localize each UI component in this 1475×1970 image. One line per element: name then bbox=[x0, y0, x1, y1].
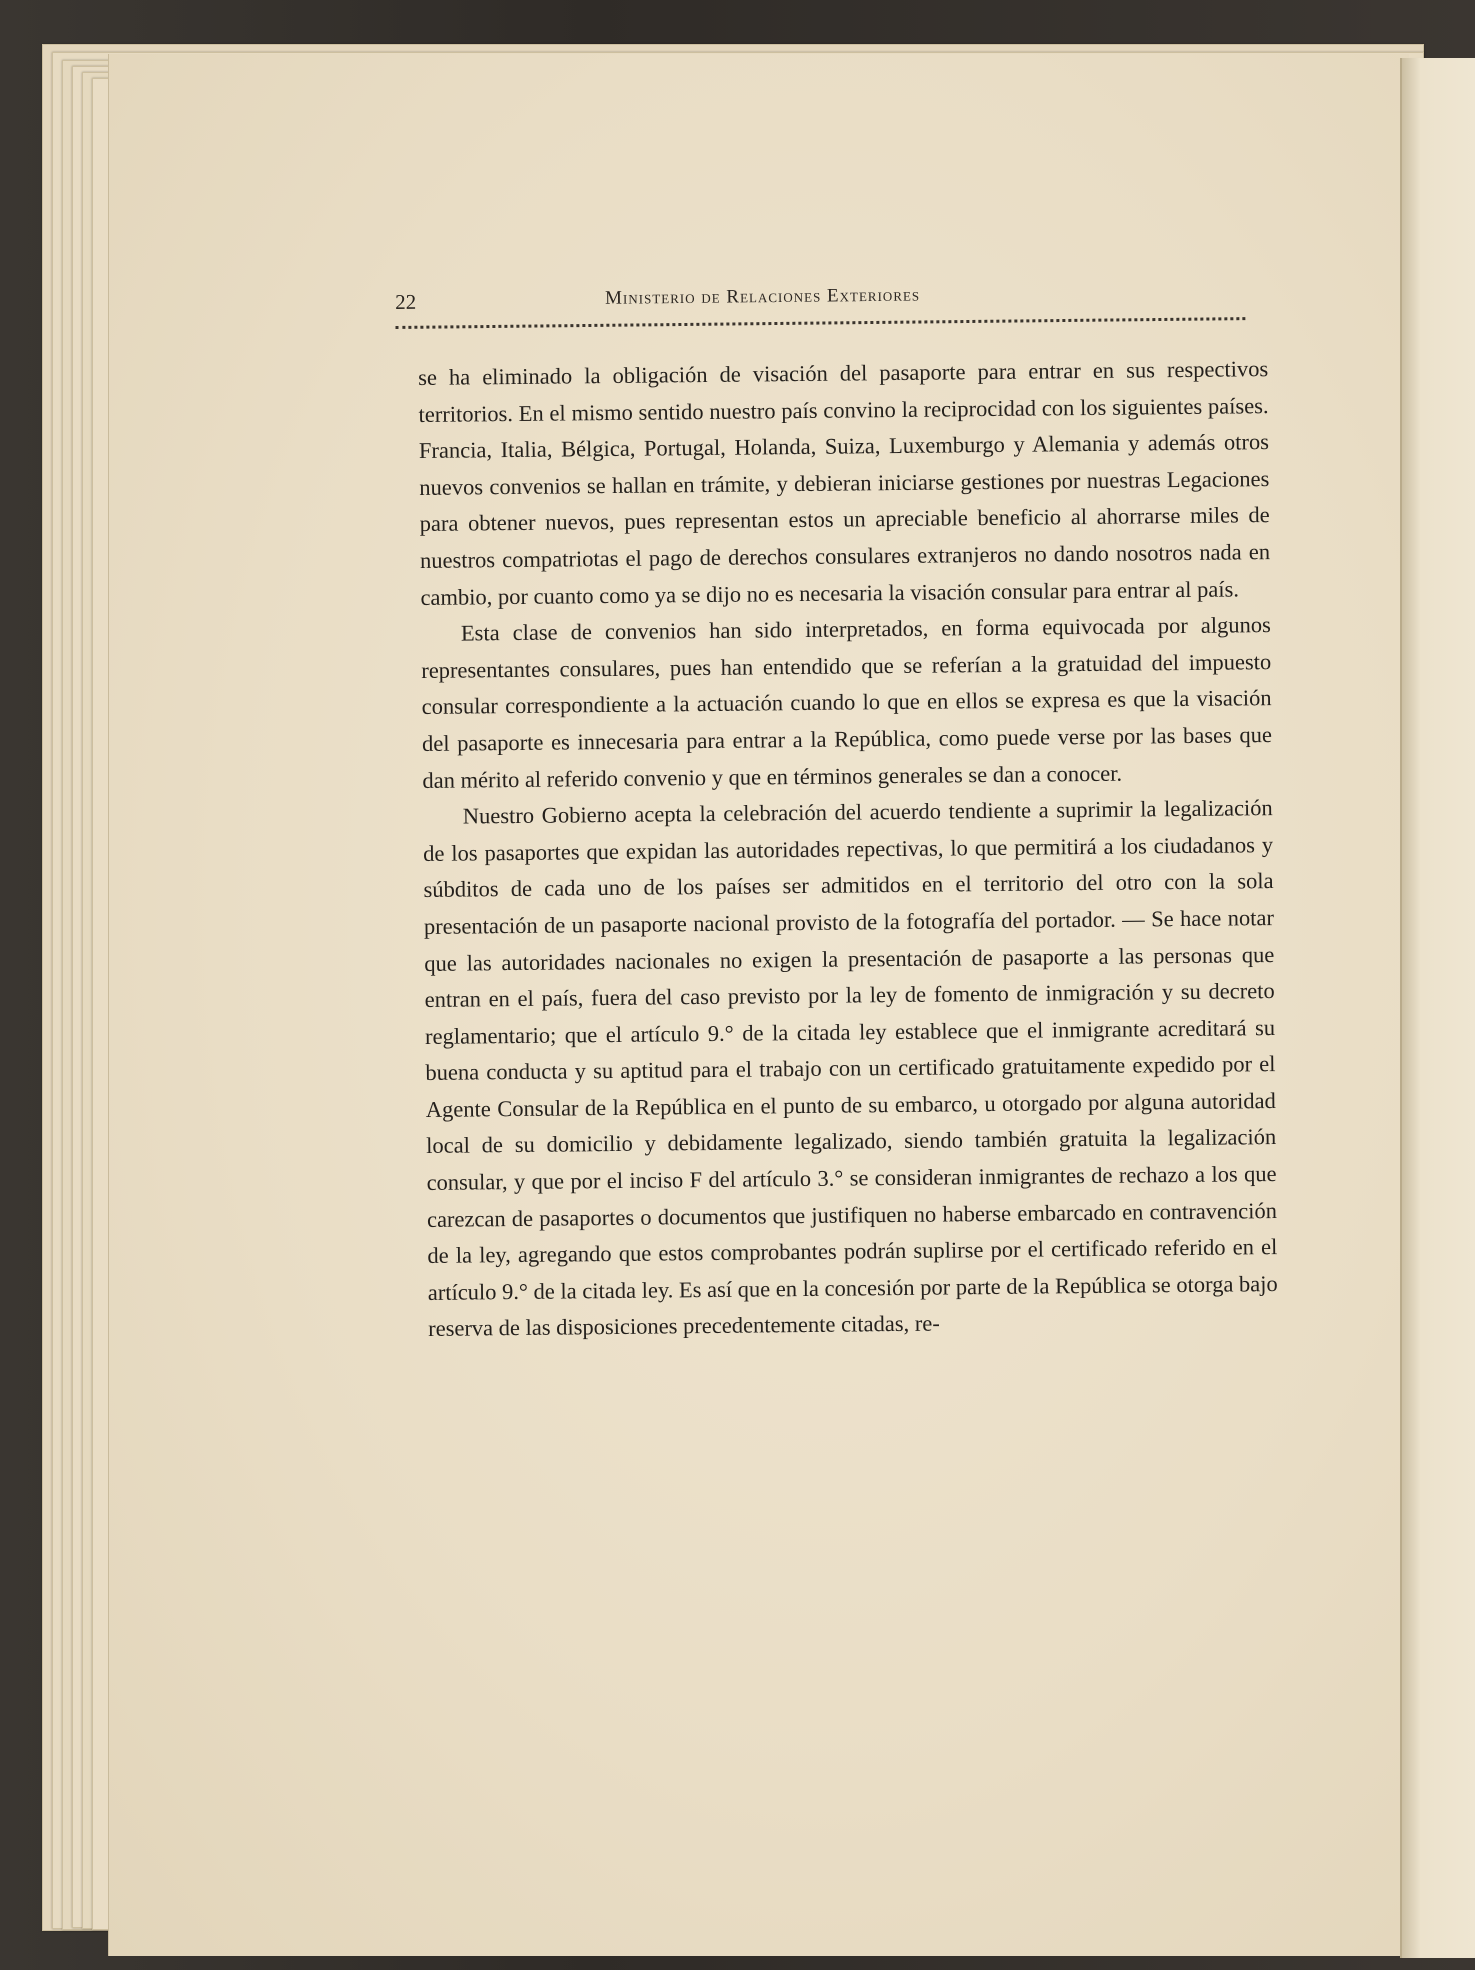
body-text bbox=[418, 351, 1278, 1348]
paragraph: se ha eliminado la obligación de visación del pasaporte para entrar en sus respectivos territorios. En el mismo sentido nuestro país convino la reciprocidad con los siguientes países. Francia, Italia, Bélgica, Portugal, Holanda, Suiza, Luxemburgo y Alemania y además otros nuevos convenios se hallan en trámite, y debieran iniciarse gestiones por nuestras Legaciones para obtener nuevos, pues representan estos un apreciable beneficio al ahorrarse miles de nuestros compatriotas el pago de derechos consulares extranjeros no dando nosotros nada en cambio, por cuanto como ya se dijo no es necesaria la visación consular para entrar al país. bbox=[418, 356, 1271, 610]
paragraph: Nuestro Gobierno acepta la celebración del acuerdo tendiente a suprimir la legalización de los pasaportes que expidan las autoridades repectivas, lo que permitirá a los ciudadanos y súbditos de cada uno de los países ser admitidos en el territorio del otro con la sola presentación de un pasaporte nacional provisto de la fotografía del portador. — Se hace notar que las autoridades nacionales no exigen la presentación de pasaporte a las personas que entran en el país, fuera del caso previsto por la ley de fomento de inmigración y su decreto reglamentario; que el artículo 9.° de la citada ley establece que el inmigrante acreditará su buena conducta y su aptitud para el trabajo con un certificado gratuitamente expedido por el Agente Consular de la República en el punto de su embarco, u otorgado por alguna autoridad local de su domicilio y debidamente legalizado, siendo también gratuita la legalización consular, y que por el inciso F del artículo 3.° se consideran inmigrantes de rechazo a los que carezcan de pasaportes o documentos que justifiquen no haberse embarcado en contravención de la ley, agregando que estos comprobantes podrán suplirse por el certificado referido en el artículo 9.° de la citada ley. Es así que en la concesión por parte de la República se otorga bajo reserva de las disposiciones precedentemente citadas, re- bbox=[423, 795, 1278, 1342]
running-head: Ministerio de Relaciones Exteriores bbox=[604, 284, 921, 309]
page-number: 22 bbox=[395, 289, 417, 314]
facing-page-edge bbox=[1400, 58, 1475, 1958]
paragraph: Esta clase de convenios han sido interpretados, en forma equivocada por algunos representantes consulares, pues han entendido que se referían a la gratuidad del impuesto consular correspondiente a la actuación cuando lo que en ellos se expresa es que la visación del pasaporte es innecesaria para entrar a la República, como puede verse por las bases que dan mérito al referido convenio y que en términos generales se dan a conocer. bbox=[421, 612, 1273, 793]
